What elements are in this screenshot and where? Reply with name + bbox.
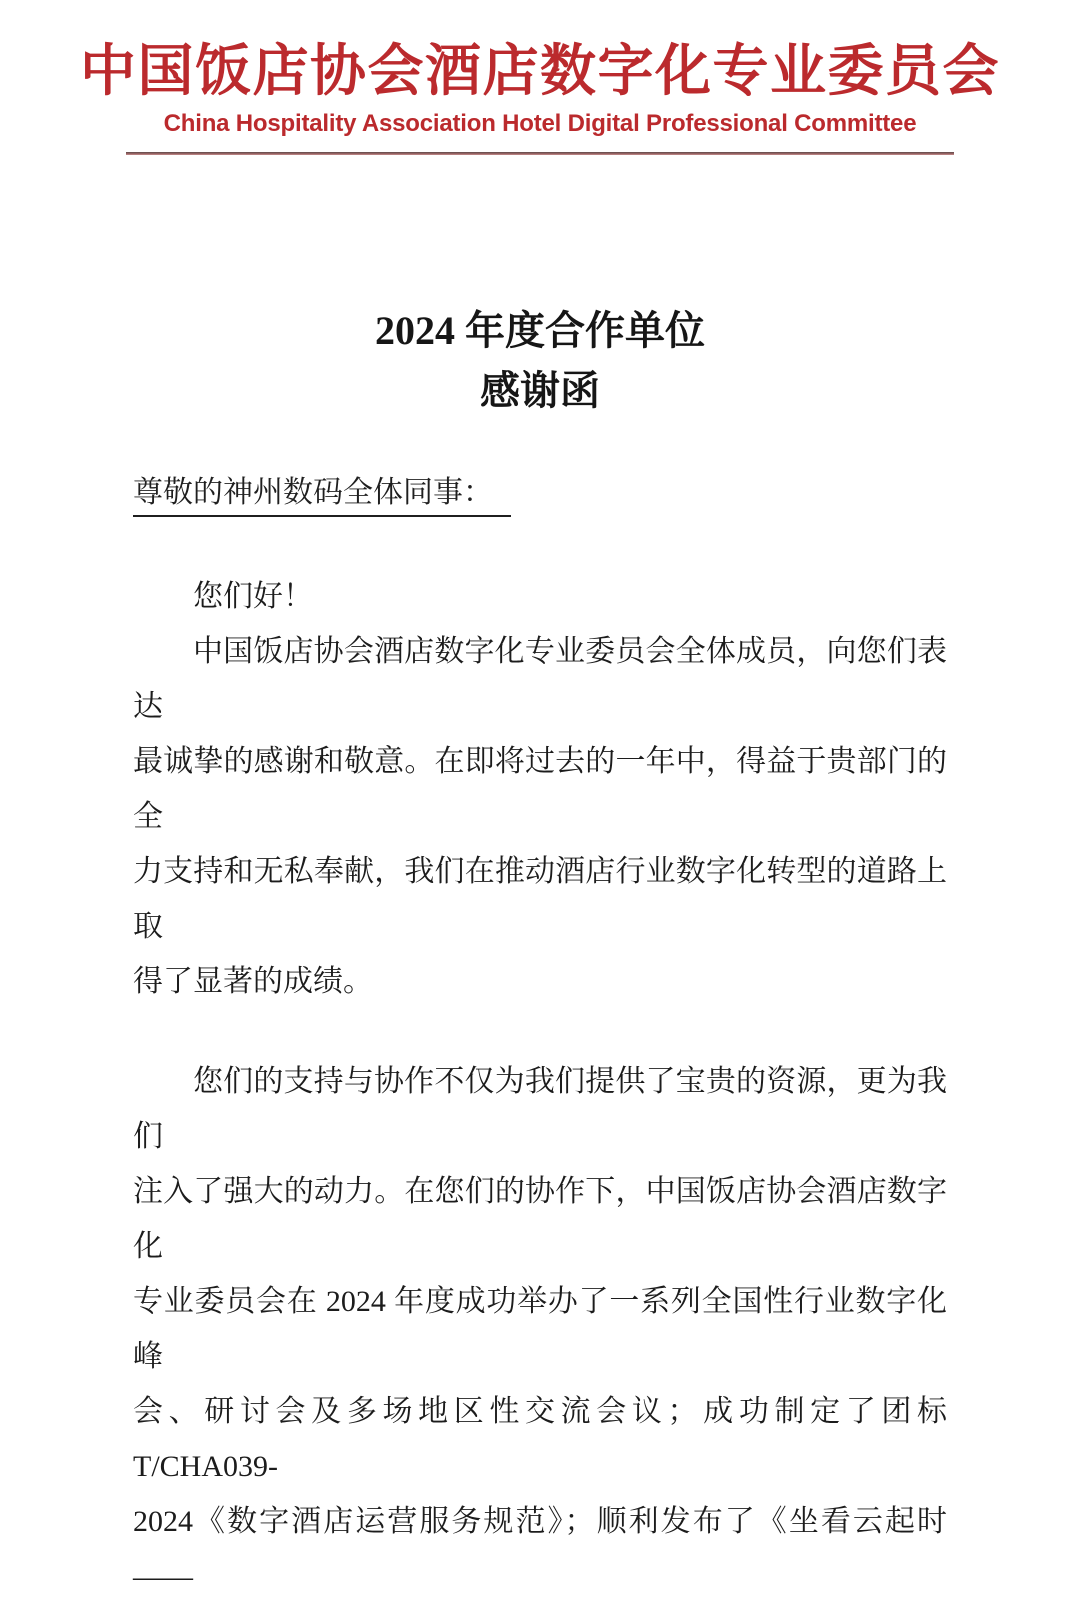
body-line: 力支持和无私奉献，我们在推动酒店行业数字化转型的道路上取 xyxy=(133,855,947,944)
letter-body xyxy=(133,569,947,1604)
org-name-english: China Hospitality Association Hotel Digital Professional Committee xyxy=(163,109,917,137)
body-line: 注入了强大的动力。在您们的协作下，中国饭店协会酒店数字化 xyxy=(133,1175,947,1264)
body-line: 得了显著的成绩。 xyxy=(133,965,373,999)
salutation-text: 尊敬的神州数码全体同事： xyxy=(133,475,511,517)
body-line: 您们好！ xyxy=(193,580,313,614)
body-line: 您们的支持与协作不仅为我们提供了宝贵的资源，更为我们 xyxy=(133,1065,947,1154)
letter-title-line2: 感谢函 xyxy=(480,368,600,414)
letter-content xyxy=(0,475,1080,1604)
letter-title xyxy=(0,301,1080,421)
letter-title-line1: 2024 年度合作单位 xyxy=(375,308,705,354)
body-line: 最诚挚的感谢和敬意。在即将过去的一年中，得益于贵部门的全 xyxy=(133,745,947,834)
body-line: 专业委员会在 2024 年度成功举办了一系列全国性行业数字化峰 xyxy=(133,1285,947,1374)
letterhead-divider xyxy=(126,152,954,155)
body-line: 2024《数字酒店运营服务规范》；顺利发布了《坐看云起时—— xyxy=(133,1505,947,1594)
body-line: 中国饭店协会酒店数字化专业委员会全体成员，向您们表达 xyxy=(133,635,947,724)
body-line: 会、研讨会及多场地区性交流会议；成功制定了团标 T/CHA039- xyxy=(133,1395,947,1484)
org-name-chinese: 中国饭店协会酒店数字化专业委员会 xyxy=(80,41,1000,103)
letterhead xyxy=(0,0,1080,155)
salutation xyxy=(133,475,947,517)
